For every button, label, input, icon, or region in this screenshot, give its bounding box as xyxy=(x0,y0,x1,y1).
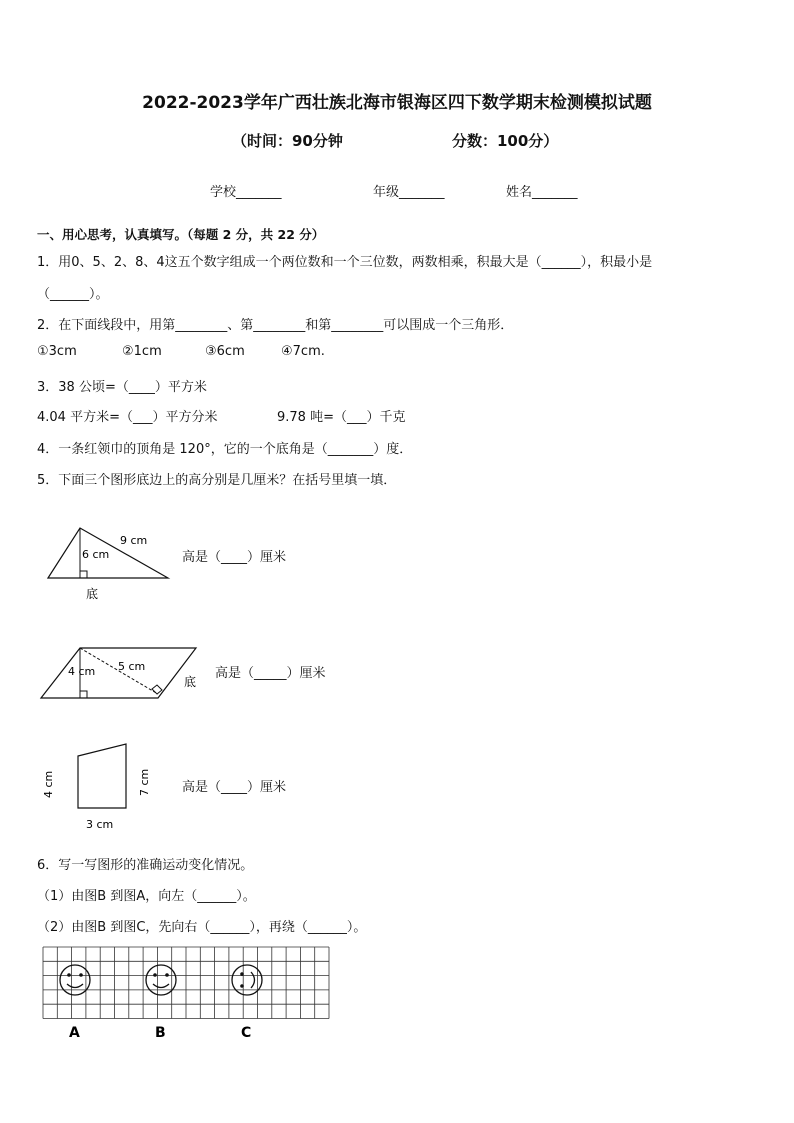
q2-option-3: ③6cm xyxy=(205,344,245,359)
label-b: B xyxy=(155,1025,166,1041)
exam-time: （时间：90分钟 xyxy=(232,132,343,150)
trapezoid-bottom-label: 3 cm xyxy=(86,818,114,831)
parallelogram-shape xyxy=(41,648,196,698)
right-angle-mark xyxy=(80,571,87,578)
triangle-height-label: 6 cm xyxy=(82,548,110,561)
parallelogram-figure xyxy=(38,640,208,706)
label-c: C xyxy=(241,1025,252,1041)
right-angle-mark xyxy=(80,691,87,698)
q6-line1: 6．写一写图形的准确运动变化情况。 xyxy=(37,858,254,873)
q6-line3: （2）由图B 到图C，先向右（______），再绕（______）。 xyxy=(37,920,367,935)
q6-line2: （1）由图B 到图A，向左（______）。 xyxy=(37,889,256,904)
parallelogram-diag-label: 5 cm xyxy=(118,660,146,673)
grade-field[interactable]: 年级_______ xyxy=(373,185,445,200)
section-1-heading: 一、用心思考，认真填写。（每题 2 分，共 22 分） xyxy=(37,227,325,242)
q1-line2: （______）。 xyxy=(37,287,109,302)
trapezoid-right-label: 7 cm xyxy=(138,768,151,796)
name-field[interactable]: 姓名_______ xyxy=(506,185,578,200)
q2-option-2: ②1cm xyxy=(122,344,162,359)
page-title: 2022-2023学年广西壮族北海市银海区四下数学期末检测模拟试题 xyxy=(142,93,652,113)
q2-option-4: ④7cm. xyxy=(281,344,325,359)
fig3-answer: 高是（____）厘米 xyxy=(182,780,287,795)
q4-line1: 4．一条红领巾的顶角是 120°，它的一个底角是（_______）度． xyxy=(37,442,413,457)
q1-line1: 1．用0、5、2、8、4这五个数字组成一个两位数和一个三位数，两数相乘，积最大是（______），积最小是 xyxy=(37,255,653,270)
label-a: A xyxy=(69,1025,80,1041)
fig2-answer: 高是（_____）厘米 xyxy=(215,666,326,681)
triangle-base-label: 底 xyxy=(86,587,99,601)
exam-score: 分数：100分） xyxy=(452,132,559,150)
movement-grid-figure xyxy=(40,945,330,1045)
q3-line1: 3．38 公顷=（____）平方米 xyxy=(37,380,207,395)
trapezoid-figure xyxy=(38,738,158,834)
q3-line2b: 9.78 吨=（___）千克 xyxy=(277,410,406,425)
parallelogram-height-label: 4 cm xyxy=(68,665,96,678)
trapezoid-shape xyxy=(78,744,126,808)
grid xyxy=(43,947,329,1019)
q3-line2a: 4.04 平方米=（___）平方分米 xyxy=(37,410,218,425)
fig1-answer: 高是（____）厘米 xyxy=(182,550,287,565)
right-angle-mark-2 xyxy=(152,685,162,694)
q5-line1: 5．下面三个图形底边上的高分别是几厘米？在括号里填一填． xyxy=(37,473,397,488)
triangle-figure xyxy=(40,522,180,604)
trapezoid-left-label: 4 cm xyxy=(42,770,55,798)
school-field[interactable]: 学校_______ xyxy=(210,185,282,200)
parallelogram-base-label: 底 xyxy=(184,675,197,689)
triangle-slant-label: 9 cm xyxy=(120,534,148,547)
q2-line1: 2．在下面线段中，用第________、第________和第________可以围成一个三角形． xyxy=(37,318,514,333)
q2-option-1: ①3cm xyxy=(37,344,77,359)
